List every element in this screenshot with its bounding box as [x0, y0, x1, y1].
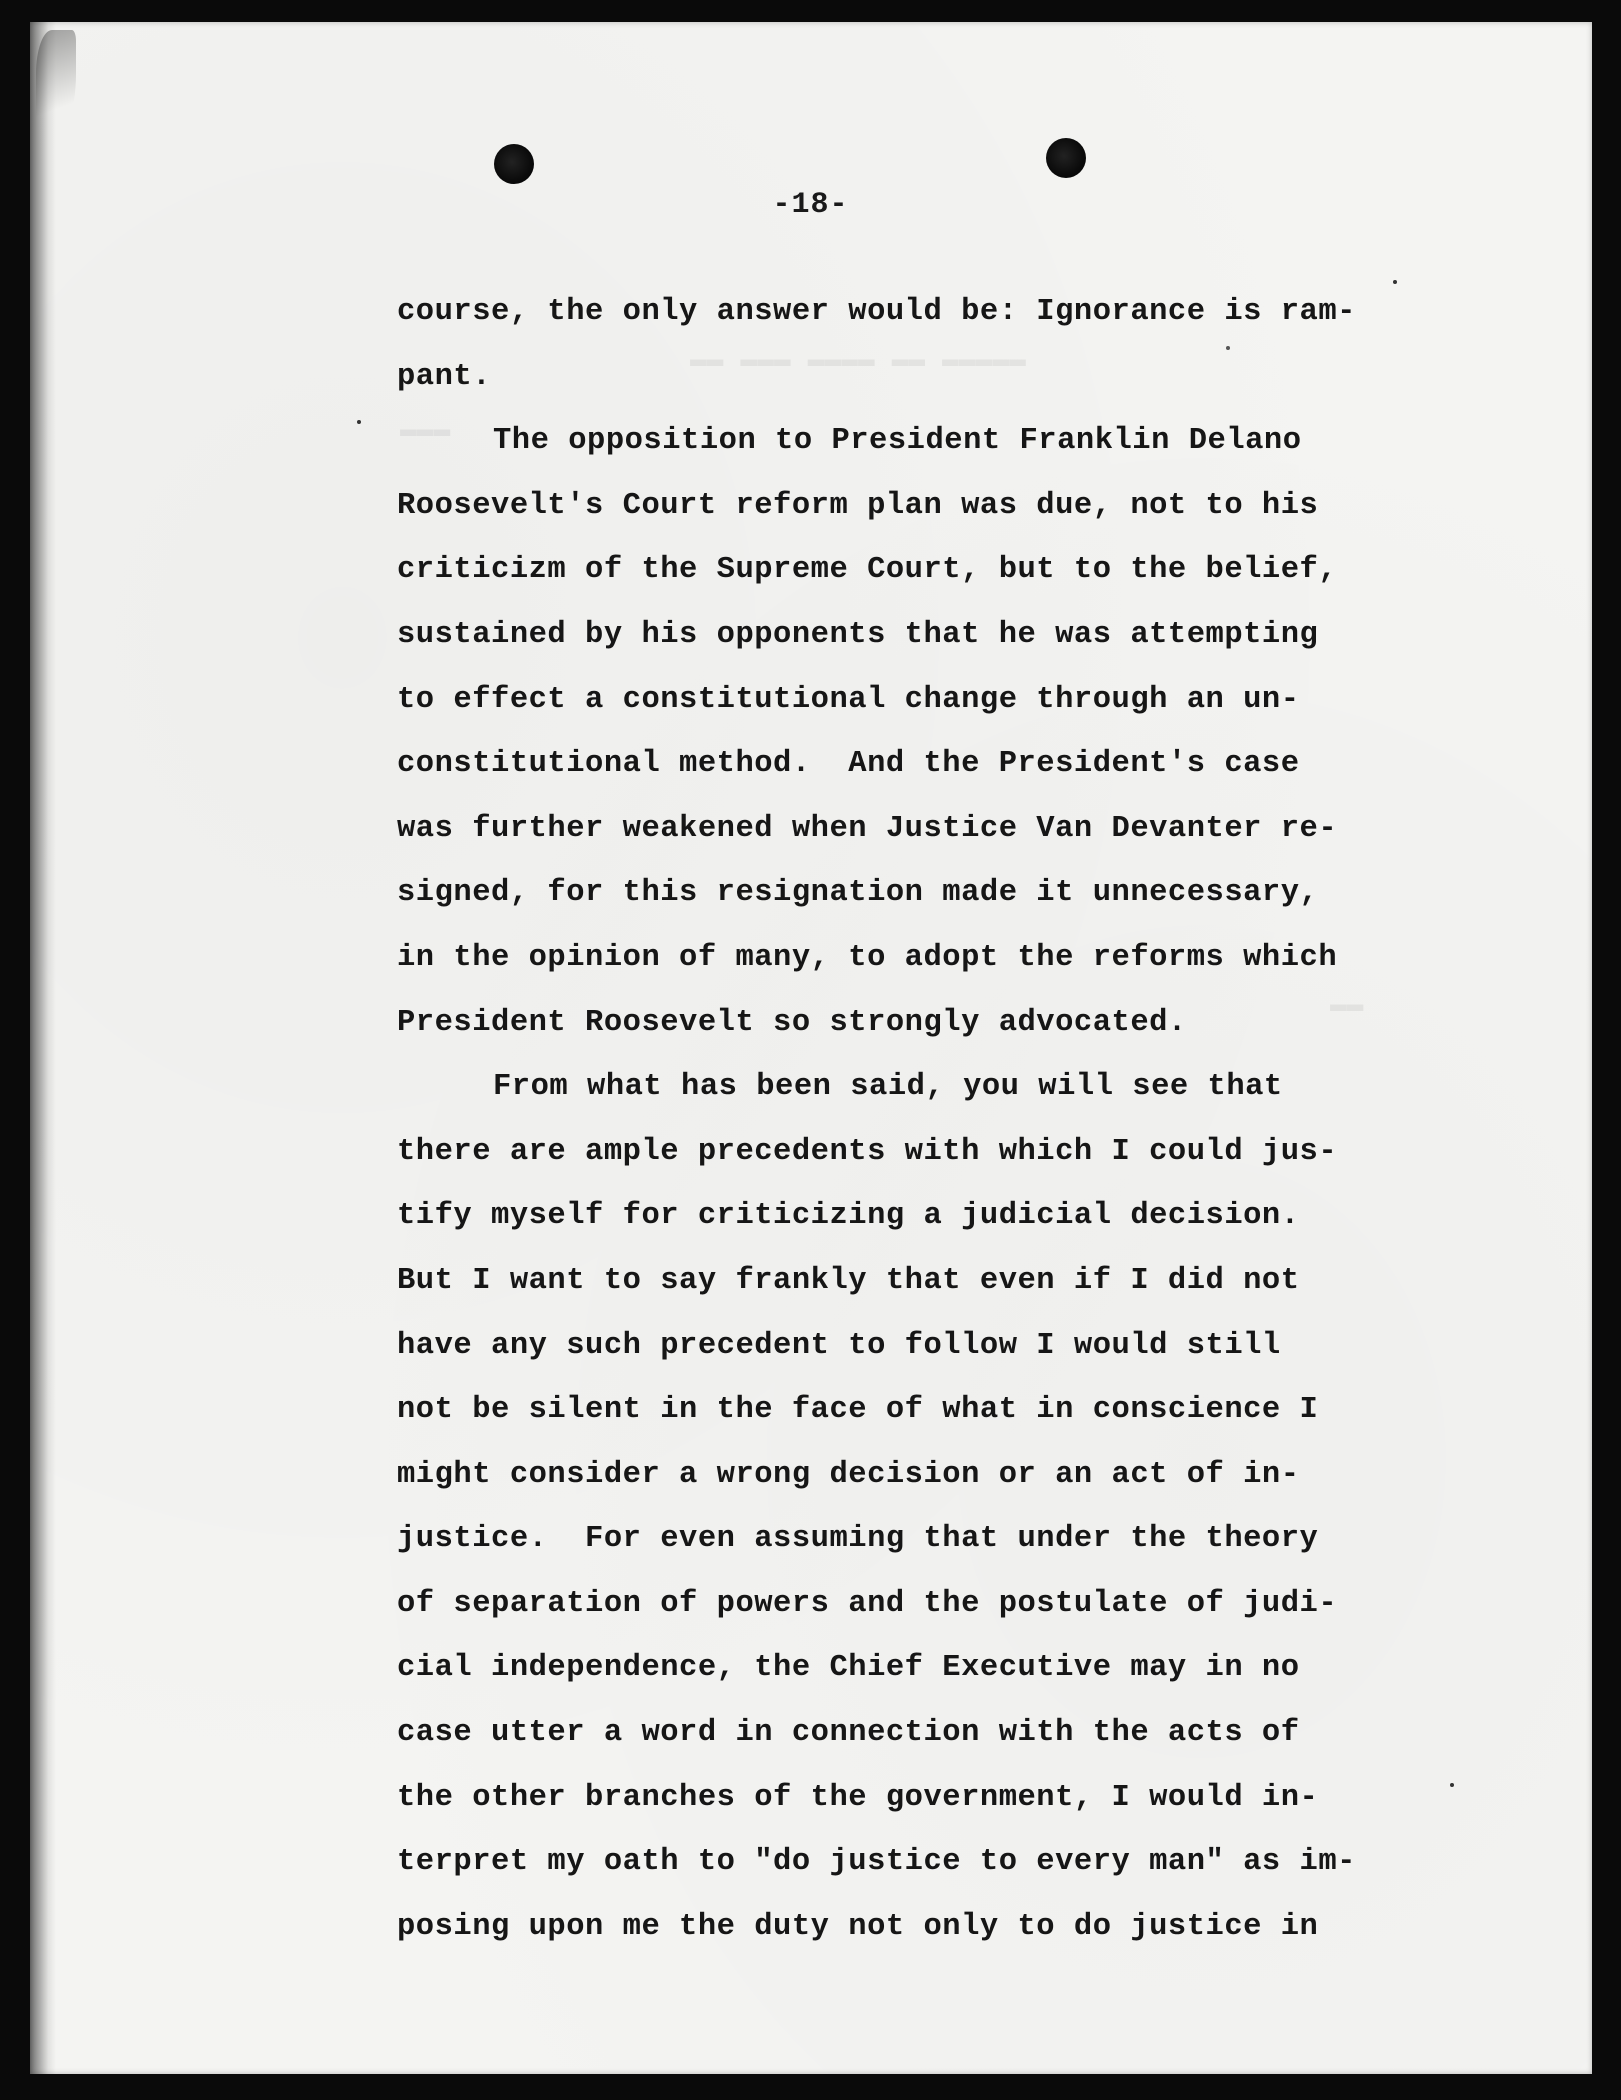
bleed-through-mark: ▬▬▬: [400, 415, 451, 446]
text-line: From what has been said, you will see that: [493, 1070, 1283, 1105]
text-line: terpret my oath to "do justice to every man" as im-: [397, 1845, 1356, 1880]
text-line: in the opinion of many, to adopt the reforms which: [397, 940, 1338, 975]
text-line: there are ample precedents with which I could jus-: [397, 1134, 1338, 1169]
text-line: cial independence, the Chief Executive may in no: [397, 1651, 1300, 1686]
text-line: have any such precedent to follow I would still: [397, 1328, 1281, 1363]
text-line: was further weakened when Justice Van Devanter re-: [397, 811, 1338, 846]
text-line: signed, for this resignation made it unnecessary,: [397, 876, 1319, 911]
text-line: case utter a word in connection with the acts of: [397, 1716, 1300, 1751]
text-line: But I want to say frankly that even if I did not: [397, 1263, 1300, 1298]
text-line: constitutional method. And the President's case: [397, 747, 1300, 782]
text-line: tify myself for criticizing a judicial decision.: [397, 1199, 1300, 1234]
text-line: The opposition to President Franklin Delano: [493, 424, 1302, 459]
text-line: criticizm of the Supreme Court, but to the belief,: [397, 553, 1338, 588]
text-line: the other branches of the government, I would in-: [397, 1780, 1319, 1815]
text-line: might consider a wrong decision or an act of in-: [397, 1457, 1300, 1492]
text-line: justice. For even assuming that under the theory: [397, 1522, 1319, 1557]
binding-shadow: [30, 22, 56, 2074]
speck: [357, 420, 361, 424]
text-line: course, the only answer would be: Ignorance is ram-: [397, 295, 1356, 329]
punch-hole-left: [494, 144, 534, 184]
text-line: to effect a constitutional change through an un-: [397, 682, 1300, 717]
document-body: [397, 280, 1377, 1959]
text-line: not be silent in the face of what in conscience I: [397, 1393, 1319, 1428]
bleed-through-mark: ▬▬ ▬▬▬ ▬▬▬▬ ▬▬ ▬▬▬▬▬: [690, 345, 1027, 376]
punch-hole-right: [1046, 138, 1086, 178]
text-line: President Roosevelt so strongly advocated.: [397, 1005, 1187, 1040]
text-line: posing upon me the duty not only to do justice in: [397, 1909, 1319, 1944]
speck: [1393, 280, 1397, 284]
text-line: sustained by his opponents that he was attempting: [397, 617, 1319, 652]
text-line: of separation of powers and the postulate of judi-: [397, 1586, 1338, 1621]
text-line: Roosevelt's Court reform plan was due, not to his: [397, 488, 1319, 523]
speck: [1450, 1783, 1454, 1787]
text-line: pant.: [397, 359, 492, 394]
page-number: -18-: [772, 188, 849, 222]
bleed-through-mark: ▬▬: [1330, 990, 1364, 1021]
